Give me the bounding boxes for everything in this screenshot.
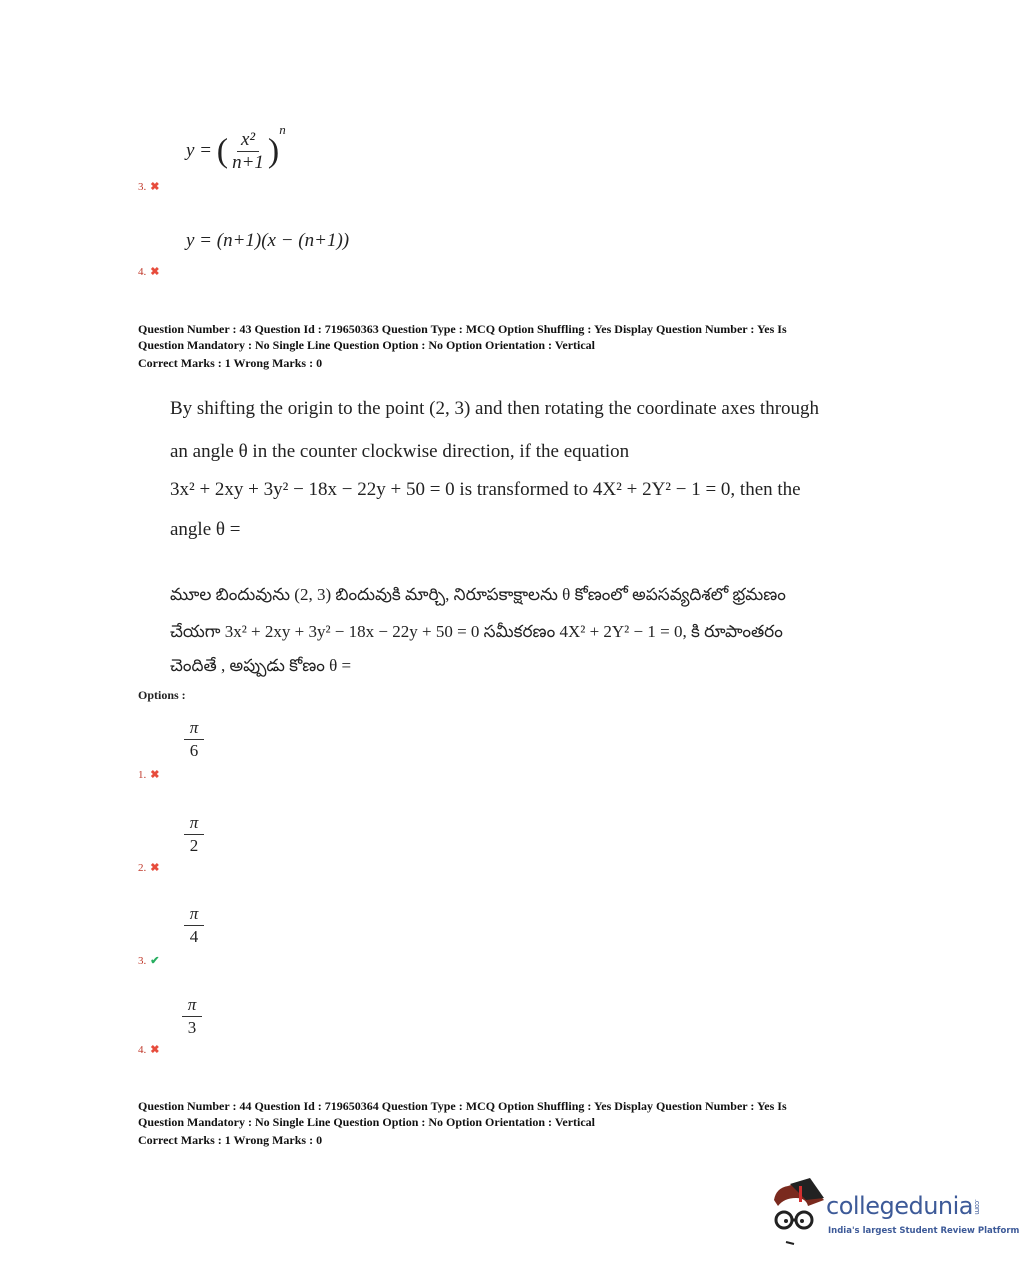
prev-option-3-formula: y = ( $\frac{\text{x²}}{n+1}$ )$^n$ <box>186 122 286 174</box>
numerator: π <box>184 903 204 926</box>
question-text-te-2: చేయగా 3x² + 2xy + 3y² − 18x − 22y + 50 = 0 సమీకరణం 4X² + 2Y² − 1 = 0, కి రూపాంతరం <box>170 622 783 641</box>
options-label: Options : <box>138 688 186 702</box>
question-text-en-4: angle θ = <box>170 519 241 540</box>
correct-check-icon: ✔ <box>150 955 160 967</box>
wrong-icon: ✖ <box>150 1044 160 1056</box>
numerator: π <box>184 717 204 740</box>
question-text-te-3: చెందితే , అప్పుడు కోణం θ = <box>170 656 352 675</box>
option-number: 4. <box>138 1044 147 1056</box>
question-text-en-1: By shifting the origin to the point (2, 3) and then rotating the coordinate axes through <box>170 398 820 419</box>
denominator: n+1 <box>232 152 264 174</box>
option-number: 3. <box>138 181 147 193</box>
question-text-en-2: an angle θ in the counter clockwise direction, if the equation <box>170 441 630 462</box>
formula-fraction <box>228 129 268 174</box>
option-3-value[interactable] <box>184 903 204 948</box>
option-number: 3. <box>138 955 147 967</box>
numerator: π <box>182 994 202 1017</box>
denominator: 3 <box>187 1018 197 1037</box>
numerator: x² <box>237 129 259 152</box>
question-text-en-3: 3x² + 2xy + 3y² − 18x − 22y + 50 = 0 is transformed to 4X² + 2Y² − 1 = 0, then the <box>170 479 801 500</box>
collegedunia-logo <box>766 1178 1020 1248</box>
formula-lhs: y = <box>186 140 213 161</box>
option-1-value[interactable] <box>184 717 204 762</box>
prev-option-4-formula: y = (n+1)(x − (n+1)) <box>186 230 350 251</box>
option-number: 4. <box>138 266 147 278</box>
option-4-value[interactable] <box>182 994 202 1039</box>
logo-name: collegedunia <box>826 1192 974 1220</box>
question-43-meta <box>138 321 878 371</box>
meta-line: Question Mandatory : No Single Line Question Option : No Option Orientation : Vertical <box>138 1115 596 1129</box>
option-2-label <box>138 861 159 874</box>
prev-option-4-label <box>138 265 159 278</box>
logo-suffix: .com <box>973 1198 982 1214</box>
prev-option-3-label <box>138 180 159 193</box>
wrong-icon: ✖ <box>150 769 160 781</box>
question-44-meta <box>138 1098 878 1148</box>
question-text-te-1: మూల బిందువును (2, 3) బిందువుకి మార్చి, నిరూపకాక్షాలను θ కోణంలో అపసవ్యదిశలో భ్రమణం <box>170 585 786 604</box>
option-2-value[interactable] <box>184 812 204 857</box>
wrong-icon: ✖ <box>150 266 160 278</box>
meta-line: Question Number : 43 Question Id : 719650363 Question Type : MCQ Option Shuffling : Yes Display Question Number : Yes Is <box>138 322 787 336</box>
denominator: 6 <box>189 741 199 760</box>
logo-wordmark <box>826 1192 981 1220</box>
wrong-icon: ✖ <box>150 181 160 193</box>
logo-tagline: India's largest Student Review Platform <box>828 1226 1020 1236</box>
option-1-label <box>138 768 159 781</box>
meta-line: Correct Marks : 1 Wrong Marks : 0 <box>138 1133 323 1147</box>
wrong-icon: ✖ <box>150 862 160 874</box>
mascot-icon <box>766 1178 826 1248</box>
option-number: 1. <box>138 769 147 781</box>
meta-line: Question Number : 44 Question Id : 719650364 Question Type : MCQ Option Shuffling : Yes Display Question Number : Yes Is <box>138 1099 787 1113</box>
option-3-label <box>138 954 159 967</box>
denominator: 2 <box>189 836 199 855</box>
option-number: 2. <box>138 862 147 874</box>
meta-line: Correct Marks : 1 Wrong Marks : 0 <box>138 356 323 370</box>
denominator: 4 <box>189 927 199 946</box>
meta-line: Question Mandatory : No Single Line Question Option : No Option Orientation : Vertical <box>138 338 596 352</box>
option-4-label <box>138 1043 159 1056</box>
exponent: n <box>279 122 286 137</box>
numerator: π <box>184 812 204 835</box>
